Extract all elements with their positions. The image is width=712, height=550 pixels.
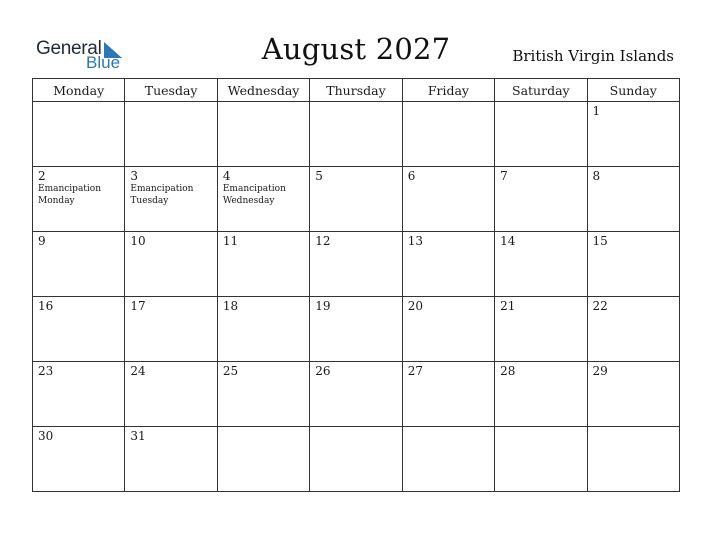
calendar-day-cell: [587, 102, 679, 167]
day-number: 27: [407, 364, 423, 378]
calendar-day-cell: [587, 362, 679, 427]
day-number: 31: [130, 429, 146, 443]
day-number: 22: [592, 299, 608, 313]
calendar-day-cell: [33, 427, 125, 492]
calendar-empty-cell: [402, 102, 494, 167]
weekday-header: Tuesday: [125, 79, 217, 102]
day-number: 4: [222, 169, 231, 183]
day-number: 13: [407, 234, 423, 248]
day-number: 3: [130, 169, 139, 183]
day-number: 25: [222, 364, 239, 378]
weekday-header: Sunday: [587, 79, 679, 102]
calendar-day-cell: [587, 297, 679, 362]
day-number: 29: [592, 364, 608, 378]
calendar-day-cell: [402, 232, 494, 297]
calendar-day-cell: [125, 362, 217, 427]
calendar-day-cell: [33, 232, 125, 297]
calendar-day-cell: [310, 232, 402, 297]
weekday-header-row: [33, 79, 680, 102]
day-number: 9: [38, 234, 46, 248]
day-number: 23: [38, 364, 54, 378]
weekday-header: Friday: [402, 79, 494, 102]
holiday-label: Monday: [38, 196, 75, 206]
holiday-label: Emancipation: [222, 184, 286, 194]
calendar-empty-cell: [217, 427, 309, 492]
day-number: 10: [130, 234, 146, 248]
calendar-empty-cell: [217, 102, 309, 167]
region-label: British Virgin Islands: [512, 47, 674, 65]
calendar-week-row: [33, 362, 680, 427]
calendar-grid: [32, 78, 680, 492]
calendar-week-row: [33, 232, 680, 297]
calendar-day-cell: [125, 297, 217, 362]
day-number: 18: [222, 299, 239, 313]
calendar-day-cell: [125, 167, 217, 232]
calendar-day-cell: [33, 362, 125, 427]
day-number: 12: [315, 234, 331, 248]
weekday-header: Wednesday: [217, 79, 309, 102]
weekday-header: Monday: [33, 79, 125, 102]
calendar-day-cell: [587, 167, 679, 232]
day-number: 6: [407, 169, 416, 183]
holiday-label: Tuesday: [130, 196, 169, 206]
day-number: 8: [592, 169, 601, 183]
calendar-empty-cell: [310, 427, 402, 492]
calendar-empty-cell: [495, 427, 587, 492]
weekday-header: Saturday: [495, 79, 587, 102]
calendar-week-row: [33, 102, 680, 167]
day-number: 2: [38, 169, 46, 183]
calendar-day-cell: [217, 167, 309, 232]
day-number: 19: [315, 299, 331, 313]
calendar-day-cell: [310, 167, 402, 232]
holiday-label: Wednesday: [222, 196, 275, 206]
calendar-day-cell: [33, 297, 125, 362]
day-number: 20: [407, 299, 423, 313]
day-number: 1: [592, 104, 601, 118]
day-number: 26: [315, 364, 331, 378]
calendar-day-cell: [217, 232, 309, 297]
calendar-week-row: [33, 167, 680, 232]
holiday-label: Emancipation: [38, 184, 102, 194]
calendar-empty-cell: [310, 102, 402, 167]
calendar-week-row: [33, 427, 680, 492]
calendar-empty-cell: [587, 427, 679, 492]
calendar-day-cell: [217, 362, 309, 427]
calendar-day-cell: [125, 232, 217, 297]
calendar-day-cell: [33, 167, 125, 232]
logo-text-general: General: [36, 38, 102, 59]
calendar-day-cell: [495, 362, 587, 427]
page-title: August 2027: [261, 32, 451, 66]
calendar-week-row: [33, 297, 680, 362]
logo-text-blue: Blue: [86, 53, 121, 72]
calendar-day-cell: [310, 297, 402, 362]
day-number: 7: [500, 169, 508, 183]
calendar-day-cell: [402, 167, 494, 232]
calendar-day-cell: [495, 297, 587, 362]
day-number: 14: [500, 234, 516, 248]
calendar-day-cell: [217, 297, 309, 362]
day-number: 17: [130, 299, 146, 313]
calendar-day-cell: [125, 427, 217, 492]
calendar-day-cell: [310, 362, 402, 427]
holiday-label: Emancipation: [130, 184, 194, 194]
calendar-empty-cell: [495, 102, 587, 167]
calendar-day-cell: [587, 232, 679, 297]
weekday-header: Thursday: [310, 79, 402, 102]
calendar-empty-cell: [402, 427, 494, 492]
day-number: 5: [315, 169, 323, 183]
day-number: 16: [38, 299, 54, 313]
day-number: 30: [38, 429, 54, 443]
day-number: 11: [222, 234, 239, 248]
calendar-day-cell: [495, 167, 587, 232]
day-number: 24: [130, 364, 146, 378]
calendar-day-cell: [402, 297, 494, 362]
calendar-empty-cell: [33, 102, 125, 167]
calendar-day-cell: [495, 232, 587, 297]
calendar-empty-cell: [125, 102, 217, 167]
day-number: 21: [500, 299, 516, 313]
day-number: 15: [592, 234, 608, 248]
day-number: 28: [500, 364, 516, 378]
calendar-day-cell: [402, 362, 494, 427]
